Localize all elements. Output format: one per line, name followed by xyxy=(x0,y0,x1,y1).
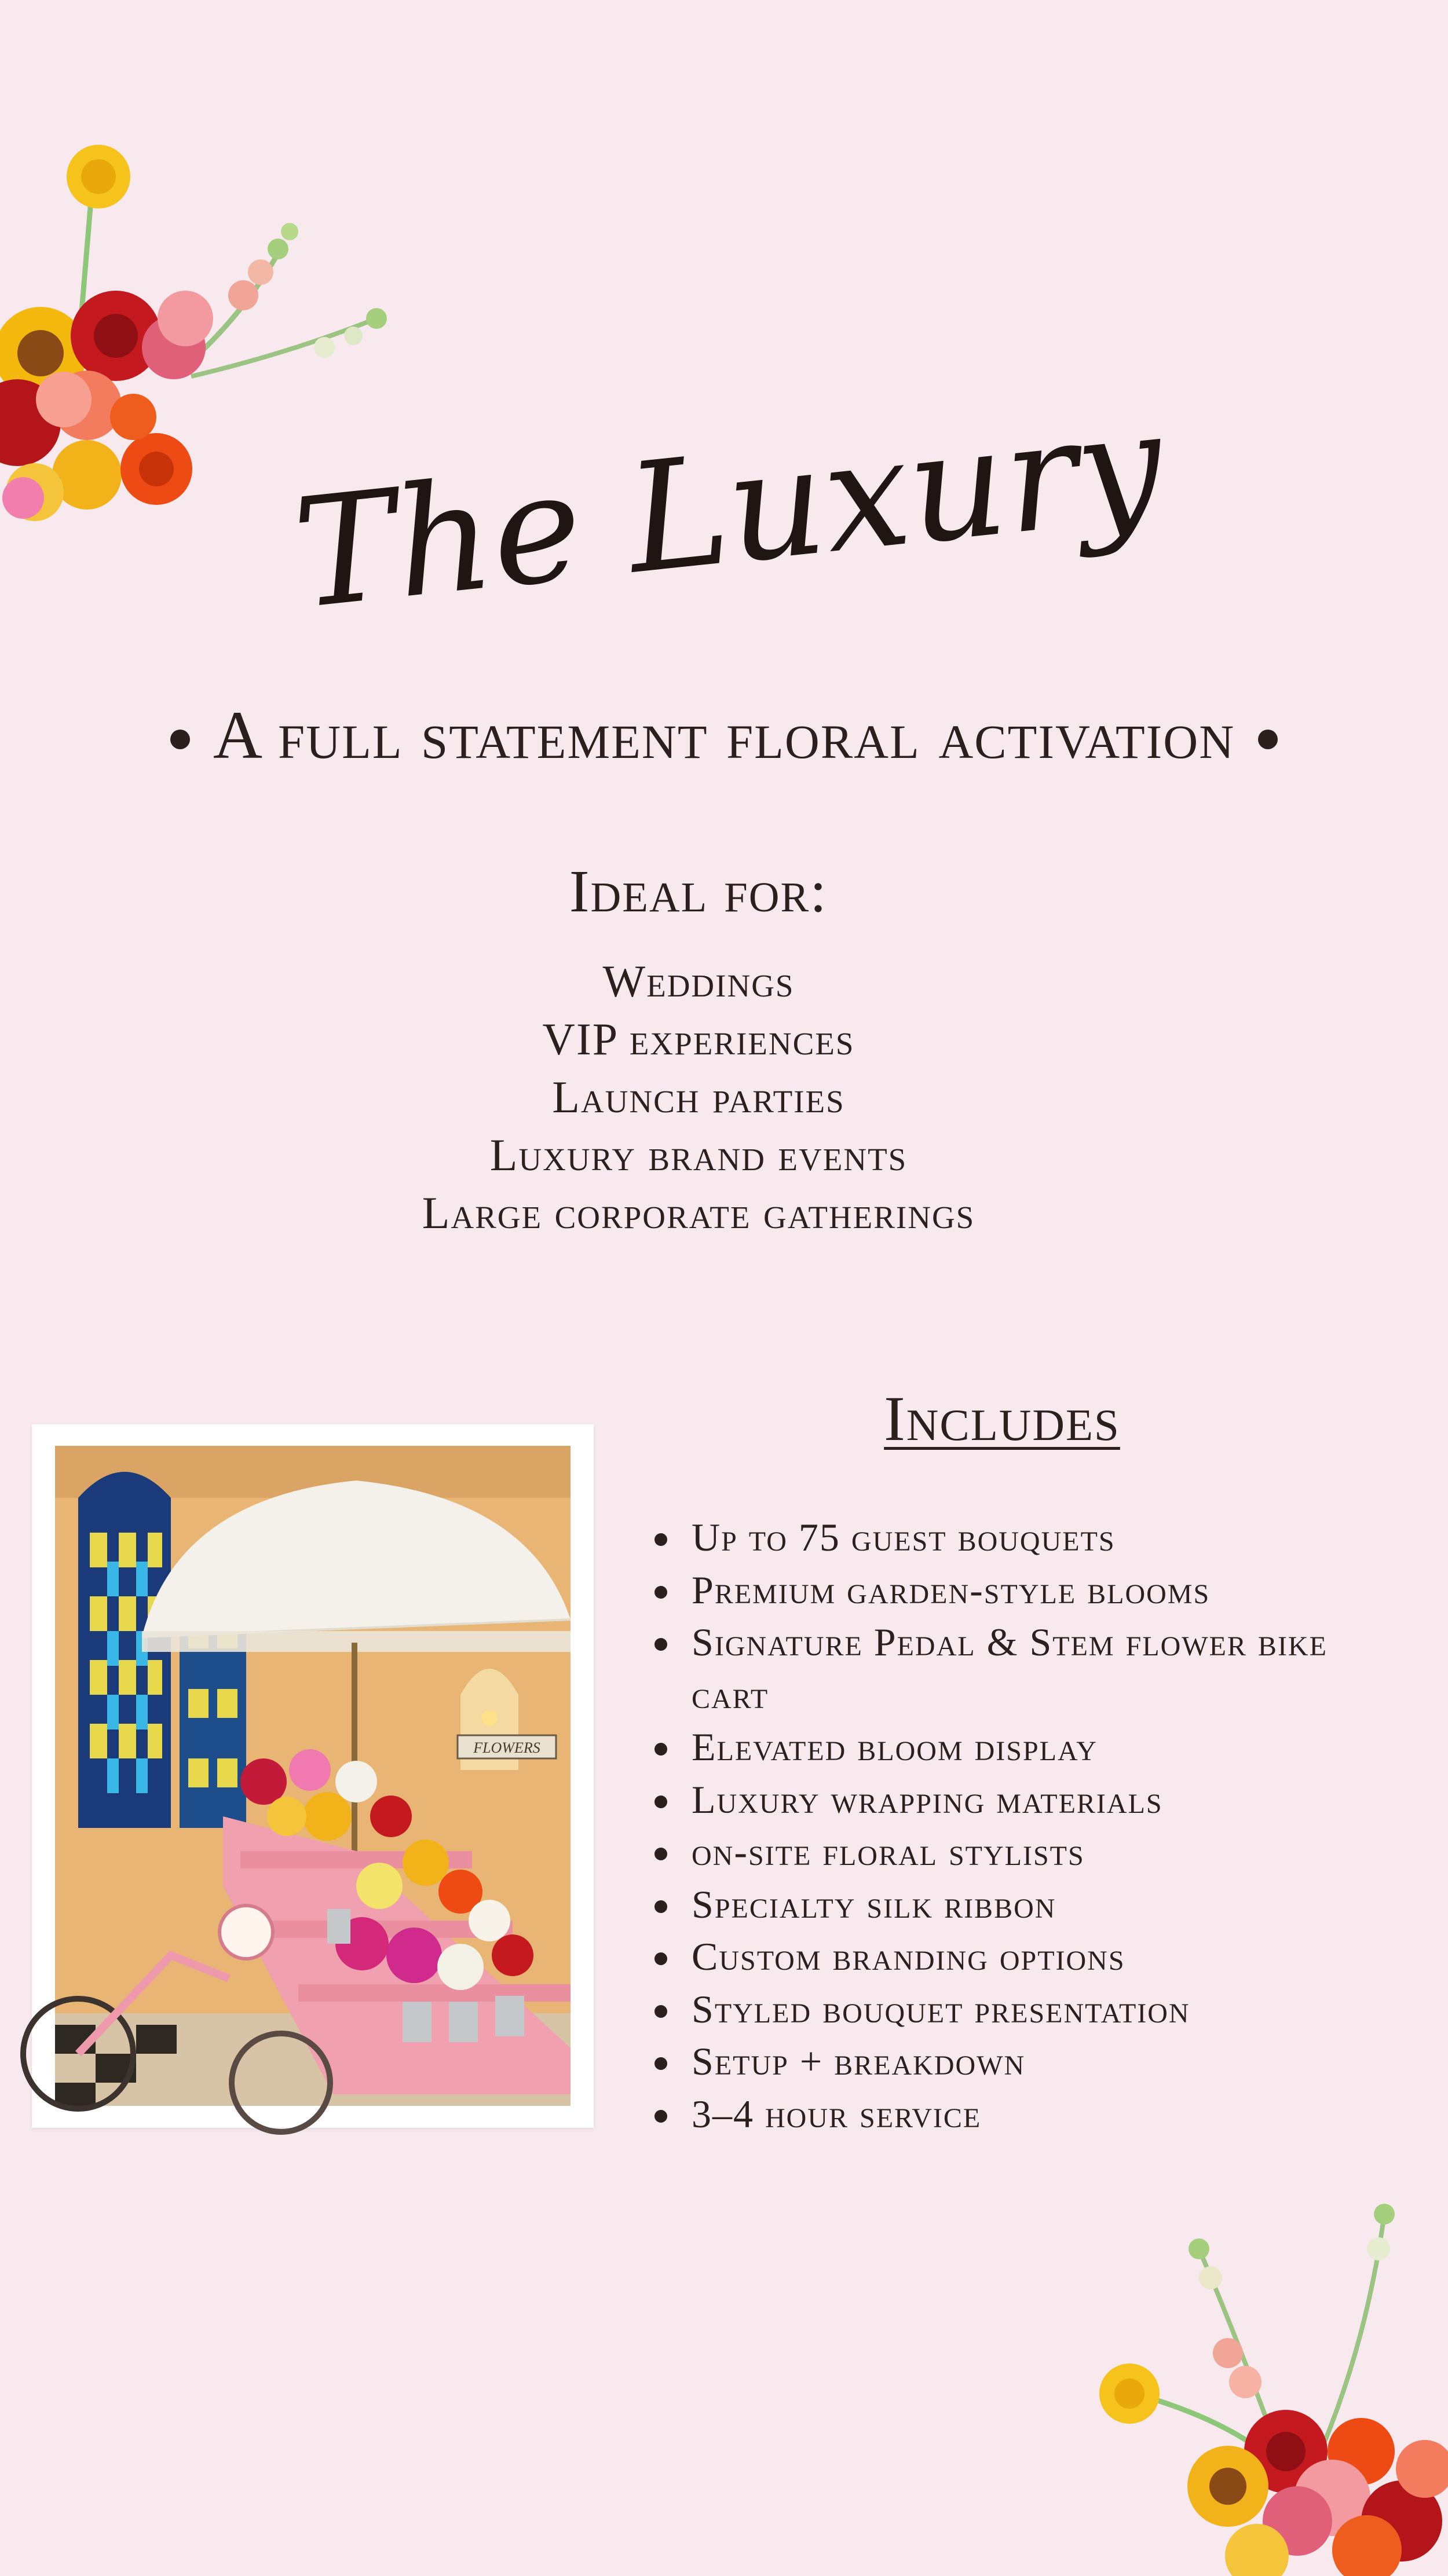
ideal-for-heading: Ideal for: xyxy=(569,858,828,925)
photo-frame xyxy=(32,1424,594,2128)
list-item: Elevated bloom display xyxy=(654,1721,1407,1773)
list-item: Up to 75 guest bouquets xyxy=(654,1511,1407,1564)
tagline-text: A full statement floral activation xyxy=(213,697,1235,773)
list-item: Large corporate gatherings xyxy=(422,1188,975,1238)
list-item: on-site floral stylists xyxy=(654,1826,1407,1878)
page-title xyxy=(286,371,1171,660)
page-title-text: The Luxury xyxy=(286,378,1171,643)
ideal-for-list xyxy=(0,952,1397,1242)
list-item: Premium garden-style blooms xyxy=(654,1564,1407,1617)
list-item: VIP experiences xyxy=(542,1014,855,1064)
floral-bouquet-decoration-bottom-right xyxy=(1043,2197,1448,2573)
includes-heading: Includes xyxy=(884,1383,1120,1454)
list-item: Luxury wrapping materials xyxy=(654,1773,1407,1826)
includes-list xyxy=(654,1511,1407,2140)
list-item: Luxury brand events xyxy=(489,1130,908,1180)
flower-cart-photo xyxy=(55,1446,571,2106)
flowers-sign-text: FLOWERS xyxy=(473,1739,540,1756)
list-item: Setup + breakdown xyxy=(654,2035,1407,2088)
floral-bouquet-decoration-top-left xyxy=(0,75,405,492)
tagline xyxy=(0,698,1448,773)
list-item: Launch parties xyxy=(552,1072,845,1122)
list-item: Weddings xyxy=(602,956,795,1006)
list-item: Signature Pedal & Stem flower bike cart xyxy=(654,1616,1407,1721)
bullet-dot-icon xyxy=(170,730,190,749)
bullet-dot-icon xyxy=(1258,730,1278,749)
list-item: Styled bouquet presentation xyxy=(654,1983,1407,2036)
list-item: 3–4 hour service xyxy=(654,2088,1407,2141)
list-item: Specialty silk ribbon xyxy=(654,1878,1407,1931)
list-item: Custom branding options xyxy=(654,1930,1407,1983)
